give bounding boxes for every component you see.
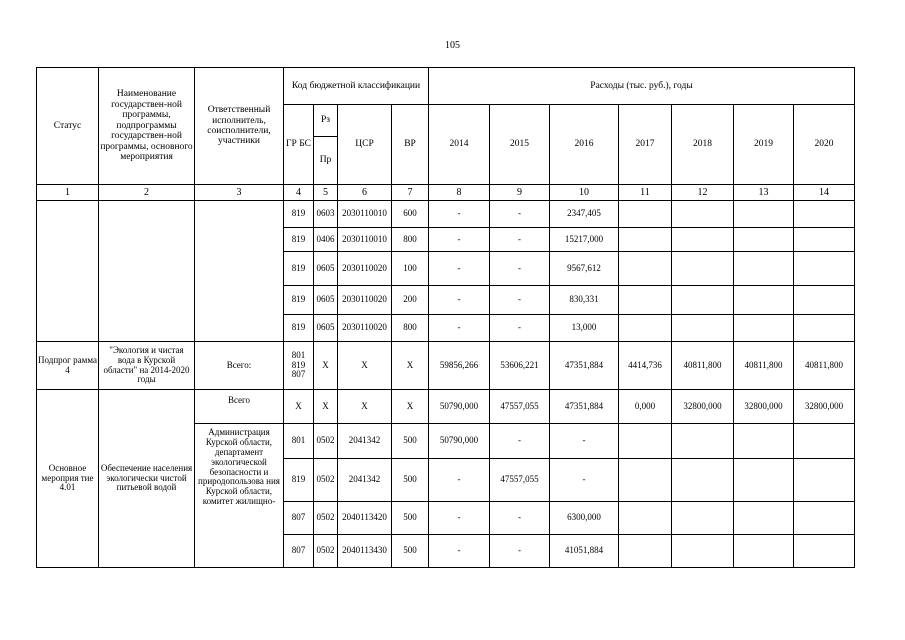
cell-rzpr: 0605 bbox=[314, 252, 338, 286]
cell-value bbox=[794, 201, 855, 228]
header-year: 2019 bbox=[734, 105, 794, 185]
cell-csr: 2030110010 bbox=[338, 201, 392, 228]
header-grbs: ГР БС bbox=[284, 105, 314, 185]
cell-value: - bbox=[429, 502, 490, 535]
empty-executor-cell bbox=[195, 201, 284, 342]
cell-value bbox=[619, 315, 672, 342]
cell-value bbox=[672, 459, 734, 502]
total-value: 47557,055 bbox=[490, 390, 550, 424]
cell-grbs: 807 bbox=[284, 502, 314, 535]
cell-value: 47557,055 bbox=[490, 459, 550, 502]
subprogram-value: 40811,800 bbox=[734, 342, 794, 390]
cell-value: 6300,000 bbox=[550, 502, 619, 535]
column-number: 8 bbox=[429, 185, 490, 201]
cell-value: - bbox=[490, 201, 550, 228]
cell-value: - bbox=[490, 228, 550, 252]
column-number: 4 bbox=[284, 185, 314, 201]
cell-value bbox=[794, 315, 855, 342]
cell-value bbox=[734, 252, 794, 286]
cell-value bbox=[734, 535, 794, 568]
total-vr: X bbox=[392, 390, 429, 424]
subprogram-value: 59856,266 bbox=[429, 342, 490, 390]
cell-value bbox=[794, 286, 855, 315]
cell-value: - bbox=[429, 286, 490, 315]
column-number: 10 bbox=[550, 185, 619, 201]
empty-status-cell bbox=[37, 201, 99, 342]
header-rz: Рз bbox=[314, 105, 338, 137]
header-year: 2015 bbox=[490, 105, 550, 185]
cell-value bbox=[734, 459, 794, 502]
cell-rzpr: 0406 bbox=[314, 228, 338, 252]
cell-value bbox=[794, 252, 855, 286]
header-executor: Ответственный исполнитель, соисполнители, участники bbox=[195, 68, 284, 185]
cell-value bbox=[672, 228, 734, 252]
cell-value bbox=[672, 502, 734, 535]
cell-value bbox=[619, 535, 672, 568]
cell-csr: 2030110020 bbox=[338, 315, 392, 342]
header-vr: ВР bbox=[392, 105, 429, 185]
cell-vr: 600 bbox=[392, 201, 429, 228]
cell-value: - bbox=[429, 315, 490, 342]
cell-value bbox=[619, 502, 672, 535]
cell-value bbox=[734, 315, 794, 342]
subprogram-status: Подпрог рамма 4 bbox=[37, 342, 99, 390]
cell-value: 13,000 bbox=[550, 315, 619, 342]
cell-value: 15217,000 bbox=[550, 228, 619, 252]
cell-value: 41051,884 bbox=[550, 535, 619, 568]
cell-grbs: 807 bbox=[284, 535, 314, 568]
subprogram-name: "Экология и чистая вода в Курской области" на 2014-2020 годы bbox=[99, 342, 195, 390]
cell-vr: 500 bbox=[392, 535, 429, 568]
cell-rzpr: 0502 bbox=[314, 459, 338, 502]
column-number: 2 bbox=[99, 185, 195, 201]
cell-value: - bbox=[429, 201, 490, 228]
subprogram-grbs: 801 819 807 bbox=[284, 342, 314, 390]
subprogram-value: 4414,736 bbox=[619, 342, 672, 390]
cell-grbs: 819 bbox=[284, 286, 314, 315]
column-number: 11 bbox=[619, 185, 672, 201]
cell-value bbox=[794, 502, 855, 535]
cell-value bbox=[672, 252, 734, 286]
cell-grbs: 819 bbox=[284, 201, 314, 228]
cell-value bbox=[794, 535, 855, 568]
cell-value: - bbox=[490, 535, 550, 568]
cell-value: - bbox=[550, 424, 619, 459]
total-grbs: X bbox=[284, 390, 314, 424]
cell-rzpr: 0605 bbox=[314, 315, 338, 342]
header-status: Статус bbox=[37, 68, 99, 185]
header-pr: Пр bbox=[314, 137, 338, 185]
total-value: 47351,884 bbox=[550, 390, 619, 424]
cell-value: 50790,000 bbox=[429, 424, 490, 459]
header-year: 2018 bbox=[672, 105, 734, 185]
column-number: 5 bbox=[314, 185, 338, 201]
cell-vr: 800 bbox=[392, 315, 429, 342]
page-number: 105 bbox=[445, 40, 460, 51]
cell-value: - bbox=[550, 459, 619, 502]
cell-value: 830,331 bbox=[550, 286, 619, 315]
cell-value: 9567,612 bbox=[550, 252, 619, 286]
total-value: 0,000 bbox=[619, 390, 672, 424]
cell-value bbox=[619, 286, 672, 315]
subprogram-csr: X bbox=[338, 342, 392, 390]
cell-value bbox=[794, 228, 855, 252]
cell-value: 2347,405 bbox=[550, 201, 619, 228]
cell-grbs: 819 bbox=[284, 252, 314, 286]
cell-csr: 2030110020 bbox=[338, 286, 392, 315]
column-number: 14 bbox=[794, 185, 855, 201]
cell-rzpr: 0605 bbox=[314, 286, 338, 315]
cell-value bbox=[619, 459, 672, 502]
cell-value bbox=[672, 315, 734, 342]
cell-csr: 2041342 bbox=[338, 459, 392, 502]
subprogram-value: 40811,800 bbox=[794, 342, 855, 390]
cell-vr: 500 bbox=[392, 459, 429, 502]
header-budget-code: Код бюджетной классификации bbox=[284, 68, 429, 105]
cell-value bbox=[734, 424, 794, 459]
cell-value: - bbox=[429, 228, 490, 252]
cell-vr: 100 bbox=[392, 252, 429, 286]
cell-value bbox=[619, 424, 672, 459]
column-number: 9 bbox=[490, 185, 550, 201]
cell-vr: 800 bbox=[392, 228, 429, 252]
cell-rzpr: 0502 bbox=[314, 535, 338, 568]
subprogram-rzpr: X bbox=[314, 342, 338, 390]
header-year: 2020 bbox=[794, 105, 855, 185]
main-event-status: Основное мероприя тие 4.01 bbox=[37, 390, 99, 568]
cell-value bbox=[734, 286, 794, 315]
main-event-executor: Администрация Курской области, департамент экологической безопасности и природопользова ния Курской области, комитет жилищно- bbox=[195, 424, 284, 568]
cell-value bbox=[794, 424, 855, 459]
cell-vr: 500 bbox=[392, 502, 429, 535]
cell-grbs: 819 bbox=[284, 228, 314, 252]
cell-csr: 2041342 bbox=[338, 424, 392, 459]
cell-vr: 200 bbox=[392, 286, 429, 315]
empty-name-cell bbox=[99, 201, 195, 342]
column-number: 1 bbox=[37, 185, 99, 201]
cell-value bbox=[619, 201, 672, 228]
header-year: 2014 bbox=[429, 105, 490, 185]
cell-grbs: 801 bbox=[284, 424, 314, 459]
total-value: 50790,000 bbox=[429, 390, 490, 424]
column-number: 12 bbox=[672, 185, 734, 201]
cell-value: - bbox=[429, 459, 490, 502]
cell-rzpr: 0502 bbox=[314, 424, 338, 459]
cell-value: - bbox=[429, 252, 490, 286]
column-number: 7 bbox=[392, 185, 429, 201]
main-event-total-executor: Всего bbox=[195, 390, 284, 424]
column-number: 3 bbox=[195, 185, 284, 201]
cell-value bbox=[734, 228, 794, 252]
cell-value: - bbox=[490, 424, 550, 459]
cell-grbs: 819 bbox=[284, 315, 314, 342]
cell-value bbox=[734, 201, 794, 228]
cell-value bbox=[672, 286, 734, 315]
total-value: 32800,000 bbox=[794, 390, 855, 424]
header-csr: ЦСР bbox=[338, 105, 392, 185]
cell-rzpr: 0502 bbox=[314, 502, 338, 535]
cell-rzpr: 0603 bbox=[314, 201, 338, 228]
cell-value: - bbox=[429, 535, 490, 568]
cell-csr: 2040113430 bbox=[338, 535, 392, 568]
cell-value bbox=[619, 228, 672, 252]
cell-value: - bbox=[490, 502, 550, 535]
cell-csr: 2040113420 bbox=[338, 502, 392, 535]
cell-vr: 500 bbox=[392, 424, 429, 459]
subprogram-executor: Всего: bbox=[195, 342, 284, 390]
cell-grbs: 819 bbox=[284, 459, 314, 502]
cell-value bbox=[794, 459, 855, 502]
cell-csr: 2030110010 bbox=[338, 228, 392, 252]
total-value: 32800,000 bbox=[734, 390, 794, 424]
subprogram-value: 47351,884 bbox=[550, 342, 619, 390]
cell-value: - bbox=[490, 252, 550, 286]
cell-value: - bbox=[490, 286, 550, 315]
main-event-name: Обеспечение населения экологически чистой питьевой водой bbox=[99, 390, 195, 568]
subprogram-vr: X bbox=[392, 342, 429, 390]
subprogram-value: 53606,221 bbox=[490, 342, 550, 390]
header-name: Наименование государствен-ной программы, подпрограммы государствен-ной программы, основного мероприятия bbox=[99, 68, 195, 185]
cell-value bbox=[734, 502, 794, 535]
cell-value bbox=[672, 201, 734, 228]
header-year: 2017 bbox=[619, 105, 672, 185]
header-year: 2016 bbox=[550, 105, 619, 185]
total-rzpr: X bbox=[314, 390, 338, 424]
subprogram-value: 40811,800 bbox=[672, 342, 734, 390]
total-csr: X bbox=[338, 390, 392, 424]
header-expenses: Расходы (тыс. руб.), годы bbox=[429, 68, 855, 105]
total-value: 32800,000 bbox=[672, 390, 734, 424]
column-number: 6 bbox=[338, 185, 392, 201]
cell-value bbox=[672, 535, 734, 568]
budget-table bbox=[36, 67, 855, 568]
cell-value bbox=[619, 252, 672, 286]
cell-value bbox=[672, 424, 734, 459]
cell-csr: 2030110020 bbox=[338, 252, 392, 286]
column-number: 13 bbox=[734, 185, 794, 201]
cell-value: - bbox=[490, 315, 550, 342]
